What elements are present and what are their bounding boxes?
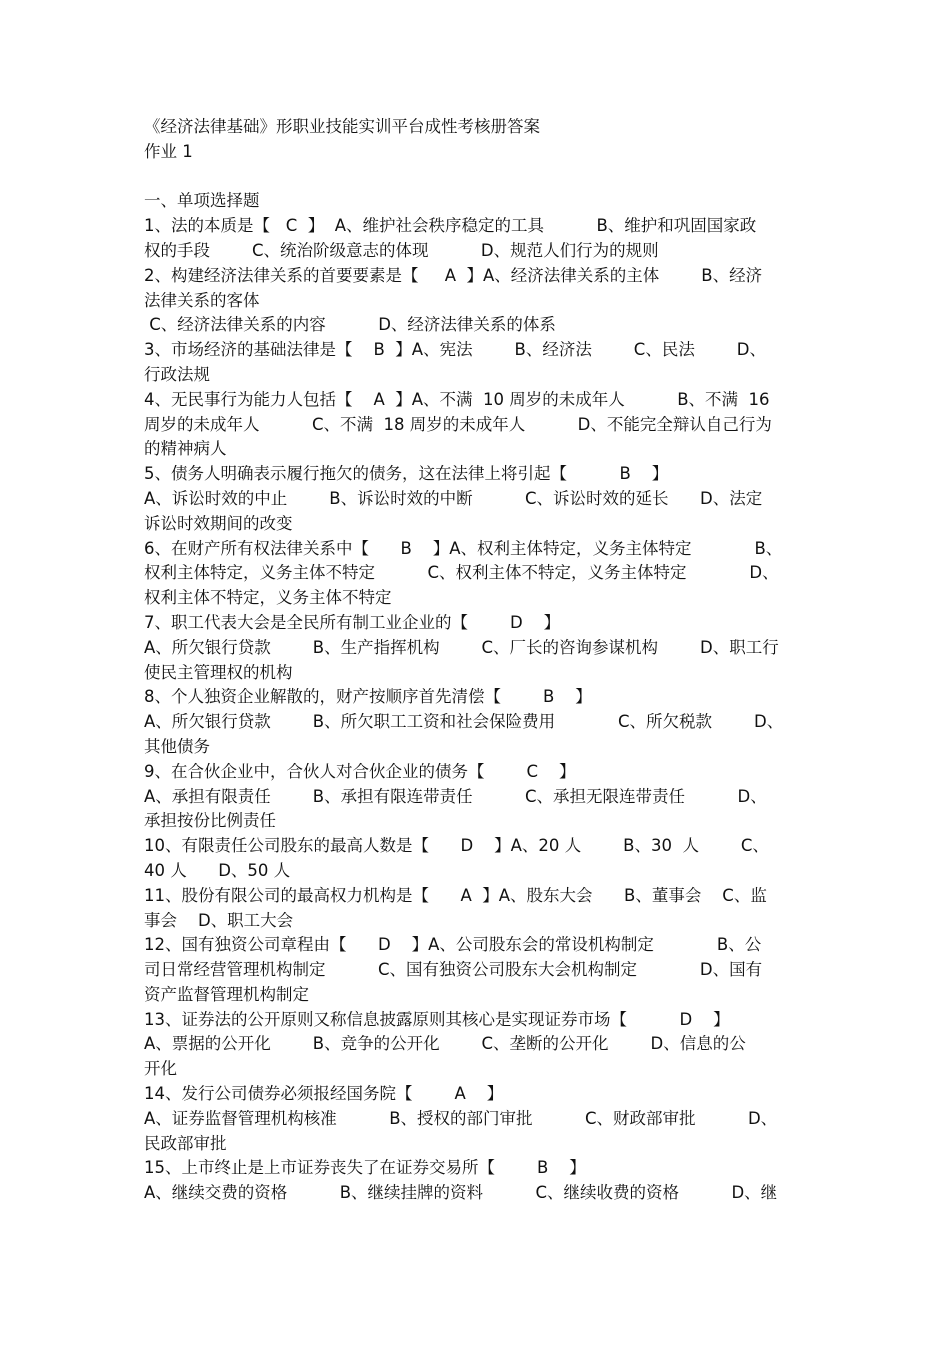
text-line: 司日常经营管理机构制定 C、国有独资公司股东大会机构制定 D、国有 [144, 960, 763, 980]
text-line: 开化 [144, 1059, 177, 1079]
text-line: C、经济法律关系的内容 D、经济法律关系的体系 [144, 315, 556, 335]
text-line: 权利主体不特定，义务主体不特定 [144, 588, 392, 608]
text-line: 的精神病人 [144, 439, 227, 459]
text-line: 15、上市终止是上市证券丧失了在证券交易所【 B 】 [144, 1158, 586, 1178]
text-line: 12、国有独资公司章程由【 D 】A、公司股东会的常设机构制定 B、公 [144, 935, 762, 955]
text-line: A、票据的公开化 B、竞争的公开化 C、垄断的公开化 D、信息的公 [144, 1034, 746, 1054]
text-line: A、所欠银行贷款 B、生产指挥机构 C、厂长的咨询参谋机构 D、职工行 [144, 637, 779, 657]
text-line: 10、有限责任公司股东的最高人数是【 D 】A、20 人 B、30 人 C、 [144, 836, 769, 856]
text-line: 其他债务 [144, 736, 210, 756]
text-line: 事会 D、职工大会 [144, 910, 294, 930]
text-line: 8、个人独资企业解散的，财产按顺序首先清偿【 B 】 [144, 687, 592, 707]
text-line: 诉讼时效期间的改变 [144, 513, 293, 533]
blank-line [144, 165, 808, 190]
text-line: 9、在合伙企业中，合伙人对合伙企业的债务【 C 】 [144, 761, 576, 781]
text-line: 行政法规 [144, 364, 210, 384]
text-line: 7、职工代表大会是全民所有制工业企业的【 D 】 [144, 612, 561, 632]
section-heading: 一、单项选择题 [144, 191, 260, 211]
text-line: 权的手段 C、统治阶级意志的体现 D、规范人们行为的规则 [144, 240, 659, 260]
text-line: 2、构建经济法律关系的首要要素是【 A 】A、经济法律关系的主体 B、经济 [144, 265, 763, 285]
text-line: 3、市场经济的基础法律是【 B 】A、宪法 B、经济法 C、民法 D、 [144, 340, 766, 360]
text-line: A、继续交费的资格 B、继续挂牌的资料 C、继续收费的资格 D、继 [144, 1183, 778, 1203]
text-line: 13、证券法的公开原则又称信息披露原则其核心是实现证券市场【 D 】 [144, 1009, 730, 1029]
text-line: A、所欠银行贷款 B、所欠职工工资和社会保险费用 C、所欠税款 D、 [144, 712, 784, 732]
text-line: 权利主体特定，义务主体不特定 C、权利主体不特定，义务主体特定 D、 [144, 563, 779, 583]
text-line: 6、在财产所有权法律关系中【 B 】A、权利主体特定，义务主体特定 B、 [144, 538, 783, 558]
text-line: 承担按份比例责任 [144, 811, 276, 831]
document-page [144, 115, 808, 1206]
text-line: 使民主管理权的机构 [144, 662, 293, 682]
text-line: 11、股份有限公司的最高权力机构是【 A 】A、股东大会 B、董事会 C、监 [144, 885, 767, 905]
text-line: 法律关系的客体 [144, 290, 260, 310]
text-line: 14、发行公司债券必须报经国务院【 A 】 [144, 1084, 504, 1104]
text-line: 民政部审批 [144, 1133, 227, 1153]
text-line: 资产监督管理机构制定 [144, 984, 309, 1004]
text-line: A、承担有限责任 B、承担有限连带责任 C、承担无限连带责任 D、 [144, 786, 767, 806]
document-title: 《经济法律基础》形职业技能实训平台成性考核册答案 [144, 117, 540, 136]
text-line: 4、无民事行为能力人包括【 A 】A、不满 10 周岁的未成年人 B、不满 16 [144, 389, 770, 409]
question-list [144, 214, 808, 1206]
text-line: A、诉讼时效的中止 B、诉讼时效的中断 C、诉讼时效的延长 D、法定 [144, 488, 763, 508]
text-line: A、证券监督管理机构核准 B、授权的部门审批 C、财政部审批 D、 [144, 1108, 778, 1128]
assignment-label: 作业 1 [144, 141, 193, 161]
text-line: 5、债务人明确表示履行拖欠的债务，这在法律上将引起【 B 】 [144, 464, 669, 484]
text-line: 1、法的本质是【 C 】 A、维护社会秩序稳定的工具 B、维护和巩固国家政 [144, 216, 757, 236]
text-line: 周岁的未成年人 C、不满 18 周岁的未成年人 D、不能完全辩认自己行为 [144, 414, 772, 434]
text-line: 40 人 D、50 人 [144, 860, 291, 880]
